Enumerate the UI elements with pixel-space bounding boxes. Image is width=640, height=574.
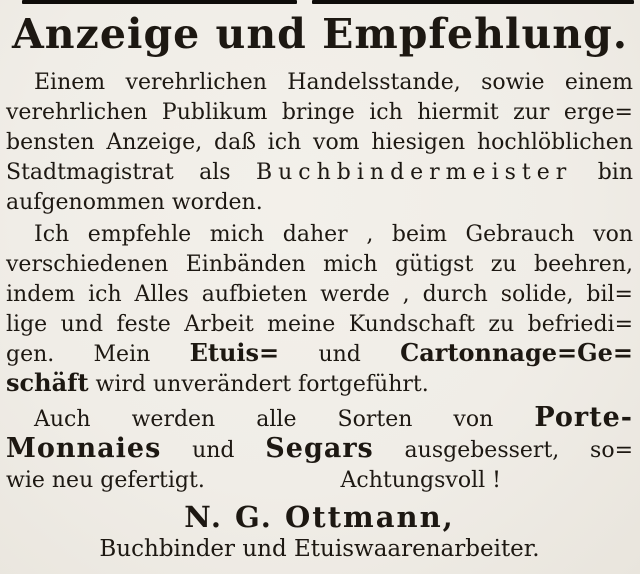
bold-word-cartonnage: Cartonnage=Ge= <box>400 338 634 367</box>
para2-line2: verschiedenen Einbänden mich gütigst zu beehren, <box>6 252 633 277</box>
para3-line3 <box>6 466 633 496</box>
para2-line3: indem ich Alles aufbieten werde , durch solide, bil= <box>6 282 633 307</box>
para1-line1: Einem verehrlichen Handelsstande, sowie einem <box>34 70 633 95</box>
paragraph-3 <box>6 404 633 496</box>
text-segment: Stadtmagistrat als <box>6 160 231 185</box>
para2-line4: lige und feste Arbeit meine Kundschaft zu befriedi= <box>6 312 633 337</box>
closing-salutation: Achtungsvoll ! <box>340 468 501 493</box>
ad-title: Anzeige und Empfehlung. <box>11 10 629 58</box>
para1-line2: verehrlichen Publikum bringe ich hiermit zur erge= <box>6 100 633 125</box>
text-segment: und <box>318 342 361 367</box>
para2-line6 <box>6 370 633 400</box>
paragraph-1 <box>6 68 633 218</box>
para1-line4 <box>6 158 633 188</box>
top-rule-right-segment <box>312 0 634 4</box>
text-segment: bin <box>597 160 633 185</box>
bold-word-segars: Segars <box>265 433 374 464</box>
para3-line2 <box>6 435 633 466</box>
bold-word-monnaies: Monnaies <box>6 433 162 464</box>
signature-role: Buchbinder und Etuiswaarenarbeiter. <box>99 536 540 562</box>
text-segment: gen. Mein <box>6 342 151 367</box>
paragraph-2 <box>6 220 633 400</box>
para3-line1 <box>6 404 633 435</box>
closing-left-text: wie neu gefertigt. <box>6 468 205 493</box>
para2-line5 <box>6 340 633 370</box>
para1-line5: aufgenommen worden. <box>6 190 263 215</box>
ad-body <box>0 60 640 564</box>
bold-word-etuis: Etuis= <box>189 338 280 367</box>
text-segment: ausgebessert, so= <box>404 438 634 463</box>
para1-line3: bensten Anzeige, daß ich vom hiesigen hochlöblichen <box>6 130 633 155</box>
text-segment: wird unverändert fortgeführt. <box>95 372 429 397</box>
para2-line1: Ich empfehle mich daher , beim Gebrauch von <box>34 222 633 247</box>
spaced-word-buchbindermeister: Buchbindermeister <box>255 160 573 185</box>
text-segment: Auch werden alle Sorten von <box>34 407 494 432</box>
signature-name: N. G. Ottmann, <box>184 500 455 534</box>
bold-word-schaeft: schäft <box>6 368 89 397</box>
bold-word-porte: Porte- <box>534 402 633 433</box>
text-segment: und <box>192 438 235 463</box>
top-rule-left-segment <box>22 0 297 4</box>
signature-block <box>6 500 633 564</box>
